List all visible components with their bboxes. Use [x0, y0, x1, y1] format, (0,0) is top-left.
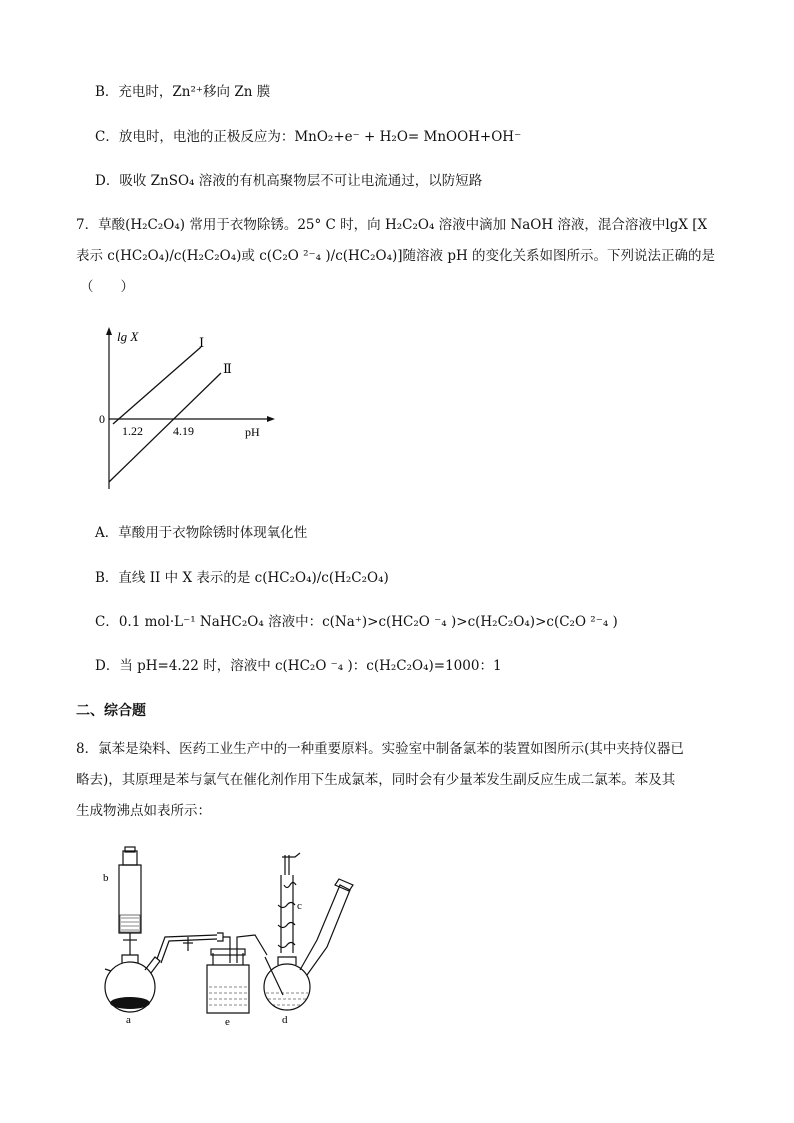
q8-stem-line3: 生成物沸点如表所示： — [76, 803, 211, 819]
q7-option-d: D．当 pH=4.22 时，溶液中 c(HC₂O ⁻₄ )：c(H₂C₂O₄)=1000：1 — [95, 658, 502, 674]
q6-option-b: B．充电时，Zn²⁺移向 Zn 膜 — [95, 84, 271, 100]
lgx-ph-graph — [95, 325, 280, 495]
q7-stem-line2: 表示 c(HC₂O₄)/c(H₂C₂O₄)或 c(C₂O ²⁻₄ )/c(HC₂O₄)]随溶液 pH 的变化关系如图所示。下列说法正确的是 — [76, 248, 716, 264]
origin-label: 0 — [99, 412, 105, 426]
x-tick-4-19: 4.19 — [173, 424, 194, 438]
q8-stem-line1: 8．氯苯是染料、医药工业生产中的一种重要原料。实验室中制备氯苯的装置如图所示(其中夹持仪器已 — [76, 741, 684, 757]
line-i-label: Ⅰ — [199, 335, 205, 350]
label-c: c — [297, 900, 302, 912]
q8-stem-line2: 略去)，其原理是苯与氯气在催化剂作用下生成氯苯，同时会有少量苯发生副反应生成二氯苯。苯及其 — [76, 772, 676, 788]
label-a: a — [126, 1014, 131, 1026]
q7-option-b: B．直线 II 中 X 表示的是 c(HC₂O₄)/c(H₂C₂O₄) — [95, 570, 389, 586]
y-axis-label: lg X — [117, 329, 139, 344]
x-tick-1-22: 1.22 — [122, 424, 143, 438]
line-ii-label: Ⅱ — [223, 361, 232, 376]
q7-option-c: C．0.1 mol·L⁻¹ NaHC₂O₄ 溶液中：c(Na⁺)>c(HC₂O ⁻₄ )>c(H₂C₂O₄)>c(C₂O ²⁻₄ ) — [95, 614, 618, 630]
apparatus-diagram — [95, 845, 360, 1030]
section-heading: 二、综合题 — [76, 703, 146, 719]
q6-option-d: D．吸收 ZnSO₄ 溶液的有机高聚物层不可让电流通过，以防短路 — [95, 173, 483, 189]
label-d: d — [282, 1014, 288, 1026]
label-b: b — [103, 872, 109, 884]
q7-stem-line1: 7．草酸(H₂C₂O₄) 常用于衣物除锈。25° C 时，向 H₂C₂O₄ 溶液中滴加 NaOH 溶液，混合溶液中lgX [X — [76, 217, 708, 233]
x-axis-label: pH — [245, 425, 260, 439]
q6-option-c: C．放电时，电池的正极反应为：MnO₂+e⁻ + H₂O= MnOOH+OH⁻ — [95, 129, 522, 145]
q7-stem-line3: （ ） — [80, 279, 134, 295]
label-e: e — [225, 1016, 230, 1028]
q7-option-a: A．草酸用于衣物除锈时体现氧化性 — [95, 525, 308, 541]
